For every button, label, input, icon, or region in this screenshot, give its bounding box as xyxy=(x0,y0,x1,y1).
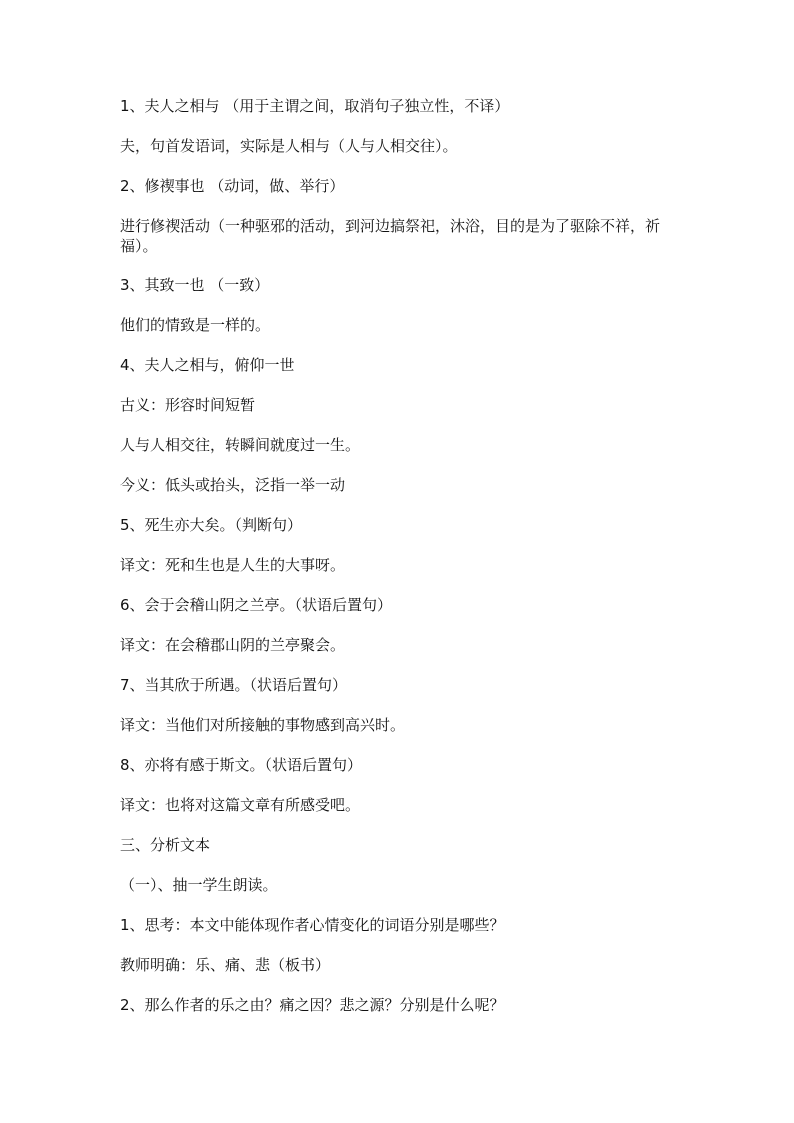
note-6-translation: 译文：在会稽郡山阴的兰亭聚会。 xyxy=(120,636,346,654)
document-body xyxy=(120,96,680,1035)
note-4-heading: 4、夫人之相与，俯仰一世 xyxy=(120,356,295,374)
teacher-answer: 教师明确：乐、痛、悲（板书） xyxy=(120,956,331,974)
note-3-heading: 3、其致一也 （一致） xyxy=(120,276,270,294)
note-4-translation: 人与人相交往，转瞬间就度过一生。 xyxy=(120,436,361,454)
note-7-translation: 译文：当他们对所接触的事物感到高兴时。 xyxy=(120,716,406,734)
note-2-heading: 2、修禊事也 （动词，做、举行） xyxy=(120,177,345,195)
note-6-heading: 6、会于会稽山阴之兰亭。（状语后置句） xyxy=(120,596,393,614)
section-three-title: 三、分析文本 xyxy=(120,836,211,854)
question-2: 2、那么作者的乐之由？痛之因？悲之源？分别是什么呢？ xyxy=(120,996,505,1014)
question-1: 1、思考：本文中能体现作者心情变化的词语分别是哪些？ xyxy=(120,916,505,934)
note-2-explanation: 进行修禊活动（一种驱邪的活动，到河边搞祭祀，沐浴，目的是为了驱除不祥，祈福）。 xyxy=(120,217,661,255)
note-5-translation: 译文：死和生也是人生的大事呀。 xyxy=(120,556,346,574)
note-4-modern-meaning: 今义：低头或抬头，泛指一举一动 xyxy=(120,476,346,494)
note-8-translation: 译文：也将对这篇文章有所感受吧。 xyxy=(120,796,361,814)
note-1-explanation: 夫，句首发语词，实际是人相与（人与人相交往）。 xyxy=(120,137,458,155)
subsection-reading: （一）、抽一学生朗读。 xyxy=(120,876,278,894)
note-3-explanation: 他们的情致是一样的。 xyxy=(120,316,271,334)
note-8-heading: 8、亦将有感于斯文。（状语后置句） xyxy=(120,756,363,774)
note-7-heading: 7、当其欣于所遇。（状语后置句） xyxy=(120,676,348,694)
note-1-heading: 1、夫人之相与 （用于主谓之间，取消句子独立性，不译） xyxy=(120,97,510,115)
note-4-ancient-meaning: 古义：形容时间短暂 xyxy=(120,396,256,414)
note-5-heading: 5、死生亦大矣。（判断句） xyxy=(120,516,303,534)
